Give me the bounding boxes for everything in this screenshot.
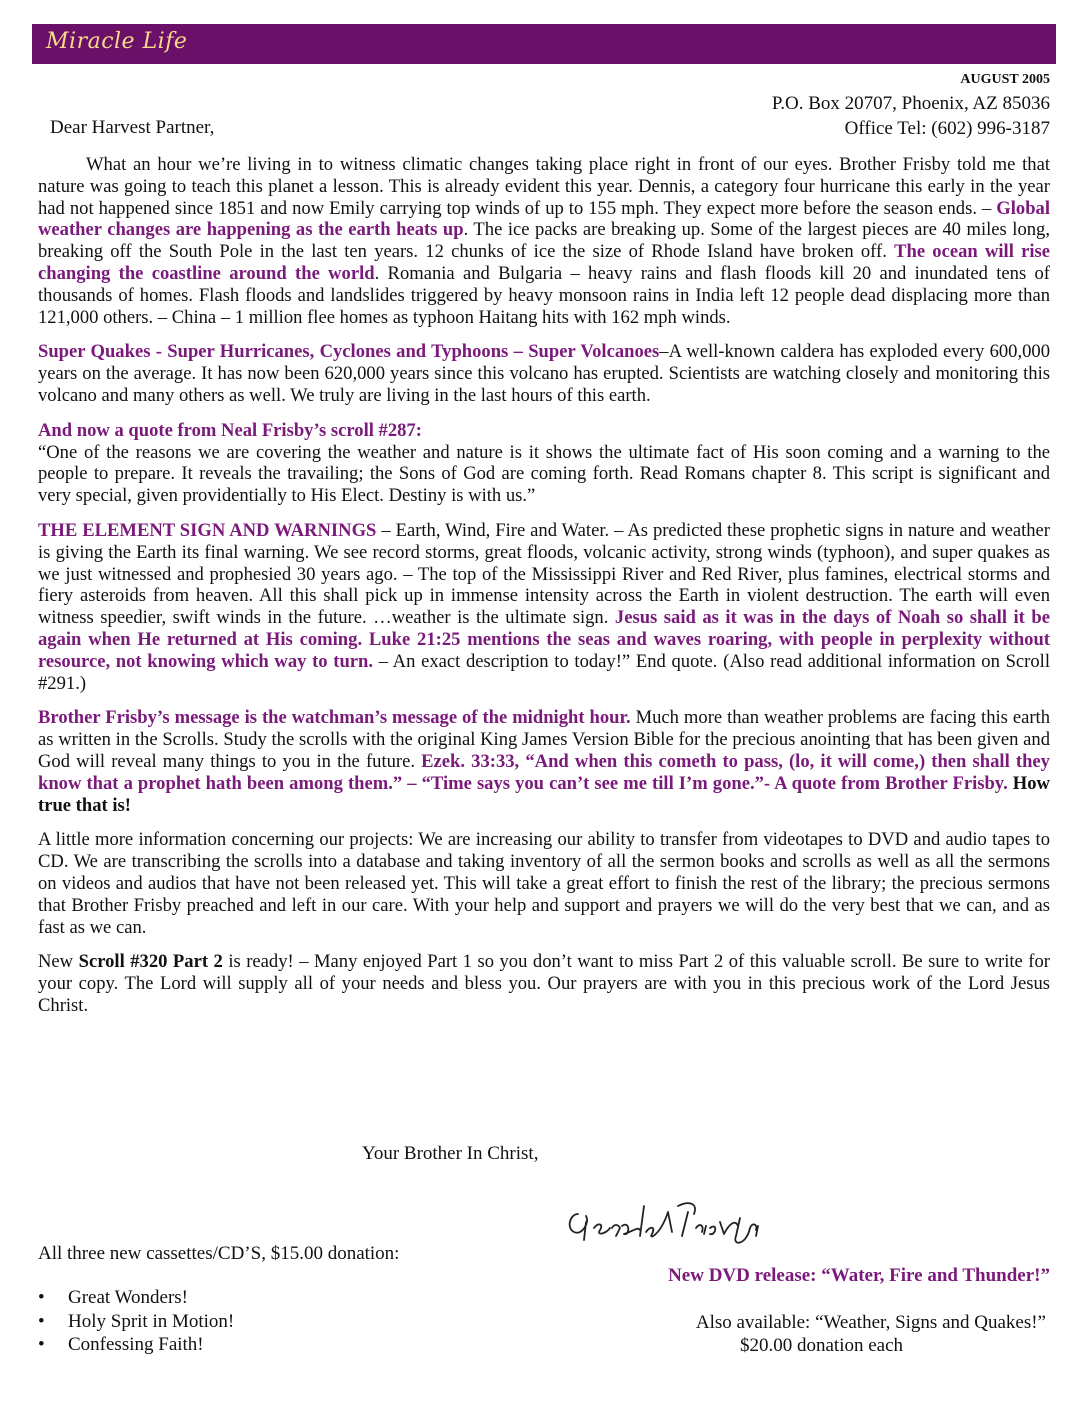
- letter-body: [38, 154, 1050, 1030]
- highlight: The ocean will rise changing the coastline around the world: [38, 241, 1050, 284]
- paragraph-projects: A little more information concerning our projects: We are increasing our ability to transfer from videotapes to DVD and audio tapes to CD. We are transcribing the scrolls into a database and taking inventory of all the sermon books and scrolls as well as all the sermons on videos and audios that have not been released yet. This will take a great effort to finish the rest of the library; the precious sermons that Brother Frisby preached and left in our care. With your help and support and prayers we will do the very best that we can, and as fast as we can.: [38, 829, 1050, 938]
- bullet-icon: •: [38, 1287, 45, 1308]
- text: – An exact description to today!” End quote. (Also read additional information on Scroll #291.): [38, 650, 1050, 694]
- bullet-icon: •: [38, 1334, 45, 1355]
- list-item: [38, 1286, 234, 1310]
- closing: Your Brother In Christ,: [362, 1143, 539, 1164]
- cassette-offer-heading: All three new cassettes/CD’S, $15.00 donation:: [38, 1243, 400, 1264]
- highlight: Jesus said as it was in the days of Noah so shall it be again when He returned at His coming. Luke 21:25 mentions the seas and waves roaring, with people in perplexity without resource, not knowing which way to turn.: [38, 607, 1050, 672]
- paragraph-climate: [38, 154, 1050, 328]
- cassette-title: Confessing Faith!: [68, 1334, 204, 1355]
- paragraph-scroll-320: [38, 951, 1050, 1016]
- address-line-2: Office Tel: (602) 996-3187: [844, 118, 1050, 139]
- highlight: Ezek. 33:33, “And when this cometh to pass, (lo, it will come,) then shall they know that a prophet hath been among them.” – “Time says you can’t see me till I’m gone.”- A quote from Brother Frisby.: [38, 750, 1050, 794]
- highlight: Super Quakes - Super Hurricanes, Cyclones and Typhoons – Super Volcanoes: [38, 341, 660, 363]
- text: . Romania and Bulgaria – heavy rains and flash floods kill 20 and inundated tens of thousands of homes. Flash floods and landslides triggered by heavy monsoon rains in India left 12 people dead displacing more than 121,000 others. – China – 1 million flee homes as typhoon Haitang hits with 162 mph winds.: [38, 262, 1050, 328]
- greeting: Dear Harvest Partner,: [50, 117, 215, 138]
- paragraph-quote: [38, 420, 1050, 507]
- list-item: [38, 1310, 234, 1334]
- text: –A well-known caldera has exploded every 600,000 years on the average. It has now been 620,000 years since this volcano has erupted. Scientists are watching closely and monitoring this volcano and many others as well. We truly are living in the last hours of this earth.: [38, 341, 1050, 406]
- quote-text: “One of the reasons we are covering the weather and nature is it shows the ultimate fact of His soon coming and a warning to the people to prepare. It reveals the travailing; the Sons of God are coming forth. Read Romans chapter 8. This script is significant and very special, given providentially to His Elect. Destiny is with us.”: [38, 441, 1050, 507]
- highlight: Brother Frisby’s message is the watchman’s message of the midnight hour.: [38, 707, 631, 729]
- cassette-title: Great Wonders!: [68, 1287, 188, 1308]
- signature-image: [560, 1192, 775, 1255]
- highlight: Global weather changes are happening as the earth heats up: [38, 197, 1050, 241]
- paragraph-element-sign: [38, 520, 1050, 694]
- text: New: [38, 951, 79, 973]
- paragraph-super-quakes: [38, 341, 1050, 406]
- header-title: Miracle Life: [46, 29, 188, 54]
- address-line-1: P.O. Box 20707, Phoenix, AZ 85036: [771, 93, 1050, 114]
- letter-date: AUGUST 2005: [960, 72, 1050, 87]
- header-banner: [32, 24, 1056, 64]
- quote-heading: And now a quote from Neal Frisby’s scroll #287:: [38, 419, 422, 441]
- text: – Earth, Wind, Fire and Water. – As predicted these prophetic signs in nature and weather is giving the Earth its final warning. We see record storms, great floods, volcanic activity, strong winds (typhoon), and super quakes as we just witnessed and prophesied 30 years ago. – The top of the Mississippi River and Red River, plus famines, electrical storms and fiery asteroids from heaven. All this shall pick up in immense intensity across the Earth in violent destruction. The earth will even witness speedier, swift winds in the future. …weather is the ultimate sign.: [38, 519, 1051, 629]
- dvd-release: New DVD release: “Water, Fire and Thunder!”: [668, 1265, 1050, 1286]
- text: . The ice packs are breaking up. Some of the largest pieces are 40 miles long, breaking off the South Pole in the last ten years. 12 chunks of ice the size of Rhode Island have broken off.: [38, 219, 1050, 263]
- cassette-title: Holy Sprit in Motion!: [68, 1310, 235, 1332]
- highlight: THE ELEMENT SIGN AND WARNINGS: [38, 519, 377, 541]
- bullet-icon: •: [38, 1310, 45, 1332]
- bold-text: How true that is!: [38, 772, 1050, 816]
- text: What an hour we’re living in to witness climatic changes taking place right in front of our eyes. Brother Frisby told me that nature was going to teach this planet a lesson. This is already evident this year. Dennis, a category four hurricane this early in the year had not happened since 1851 and now Emily carrying top winds of up to 155 mph. They expect more before the season ends. –: [38, 154, 1050, 219]
- text: is ready! – Many enjoyed Part 1 so you don’t want to miss Part 2 of this valuable scroll. Be sure to write for your copy. The Lord will supply all of your needs and bless you. Our prayers are with you in this precious work of the Lord Jesus Christ.: [38, 951, 1050, 1016]
- list-item: [38, 1333, 234, 1357]
- bold-text: Scroll #320 Part 2: [78, 951, 223, 973]
- text: Much more than weather problems are facing this earth as written in the Scrolls. Study the scrolls with the original King James Version Bible for the precious anointing that has been given and God will reveal many things to you in the future.: [38, 707, 1051, 772]
- paragraph-watchman: [38, 707, 1050, 816]
- address-block: [772, 91, 1050, 141]
- dvd-price: $20.00 donation each: [740, 1335, 904, 1356]
- also-available: Also available: “Weather, Signs and Quakes!”: [695, 1312, 1046, 1333]
- cassette-list: [38, 1286, 234, 1357]
